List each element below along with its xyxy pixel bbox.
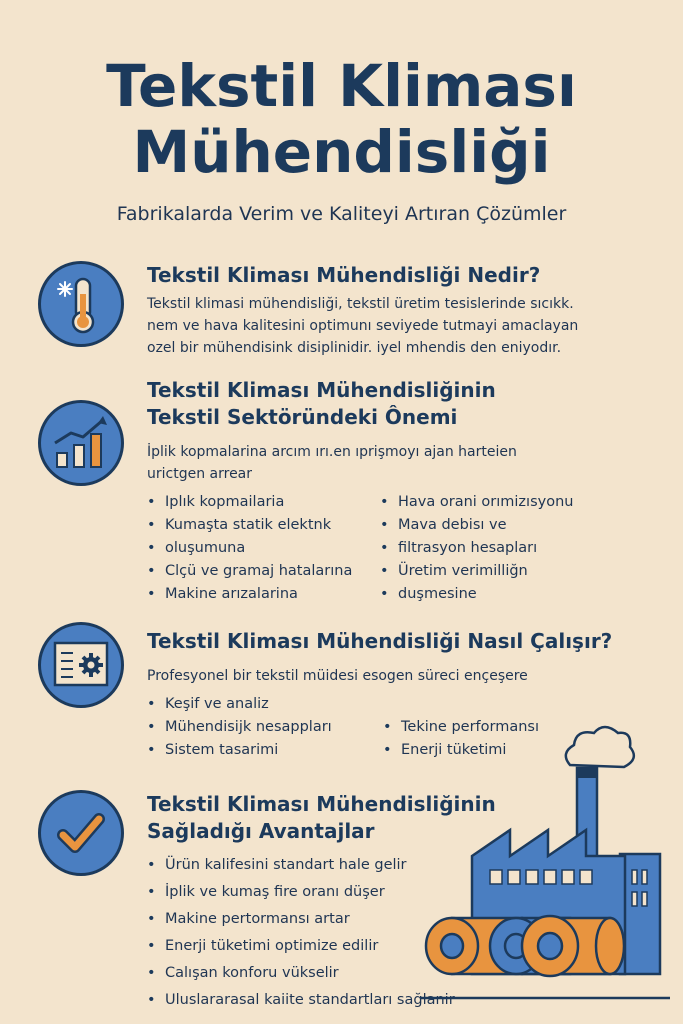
title-line: Tekstil Kliması Mühendisliğinin xyxy=(147,378,496,402)
page-title-line2: Mühendisliği xyxy=(132,118,551,186)
bar-chart-growth-icon xyxy=(38,400,124,486)
checkmark-icon xyxy=(38,790,124,876)
section-title-onemi xyxy=(147,377,496,431)
list-item: • Calışan konforu vükselir xyxy=(147,960,487,987)
list-item: • İplik ve kumaş fire oranı düşer xyxy=(147,879,487,906)
body-line: ozel bir mühendisink disiplinidir. iyel mhendis den eniyodır. xyxy=(147,340,562,356)
list-item: • Enerji tüketimi xyxy=(383,739,583,762)
nasil-left-list xyxy=(147,693,377,762)
section-body-nasil: Profesyonel bir tekstil müidesi esogen süreci ençeşere xyxy=(147,668,528,684)
list-item: • Tekine performansı xyxy=(383,716,583,739)
list-item: • Keşif ve analiz xyxy=(147,693,377,716)
list-item: • Makine pertormansı artar xyxy=(147,906,487,933)
title-line: Sağladığı Avantajlar xyxy=(147,819,375,843)
title-line: Tekstil Sektöründeki Ônemi xyxy=(147,405,458,429)
factory-with-fabric-rolls-icon xyxy=(420,720,670,1010)
section-body-onemi xyxy=(147,441,647,485)
onemi-right-list xyxy=(380,491,610,606)
list-item: • Enerji tüketimi optimize edilir xyxy=(147,933,487,960)
onemi-left-list xyxy=(147,491,377,606)
page-title-line1: Tekstil Kliması xyxy=(106,52,577,120)
list-item: • Kumaşta statik elektnk xyxy=(147,514,377,537)
thermometer-icon xyxy=(38,261,124,347)
list-item: • Hava orani orımizısyonu xyxy=(380,491,610,514)
section-title-nedir: Tekstil Kliması Mühendisliği Nedir? xyxy=(147,263,541,287)
page-subtitle: Fabrikalarda Verim ve Kaliteyi Artıran Çözümler xyxy=(116,203,567,225)
section-body-nedir xyxy=(147,293,647,359)
list-item: • Iplık kopmailaria xyxy=(147,491,377,514)
list-item: • Uluslararasal kaiite standartları sağlanir xyxy=(147,987,487,1014)
list-item: • Mava debisı ve xyxy=(380,514,610,537)
list-item: • filtrasyon hesapları xyxy=(380,537,610,560)
list-item: • Mühendisijk nesappları xyxy=(147,716,377,739)
list-item: • oluşumuna xyxy=(147,537,377,560)
list-item: • Makine arızalarina xyxy=(147,583,377,606)
section-title-nasil: Tekstil Kliması Mühendisliği Nasıl Çalışır? xyxy=(147,629,613,653)
list-item: • Üretim verimilliğn xyxy=(380,560,610,583)
body-line: urictgen arrear xyxy=(147,466,253,482)
list-item: • duşmesine xyxy=(380,583,610,606)
list-item: • Ürün kalifesini standart hale gelir xyxy=(147,852,487,879)
body-line: Tekstil klimasi mühendisliği, tekstil üretim tesislerinde sıcıkk. xyxy=(147,296,574,312)
body-line: İplik kopmalarina arcım ırı.en ıprişmoyı ajan harteien xyxy=(147,444,517,460)
settings-panel-icon xyxy=(38,622,124,708)
body-line: nem ve hava kalitesini optimunı seviyede tutmayi amaclayan xyxy=(147,318,579,334)
list-item: • Sistem tasarimi xyxy=(147,739,377,762)
title-line: Tekstil Kliması Mühendisliğinin xyxy=(147,792,496,816)
list-item: • Clçü ve gramaj hatalarına xyxy=(147,560,377,583)
